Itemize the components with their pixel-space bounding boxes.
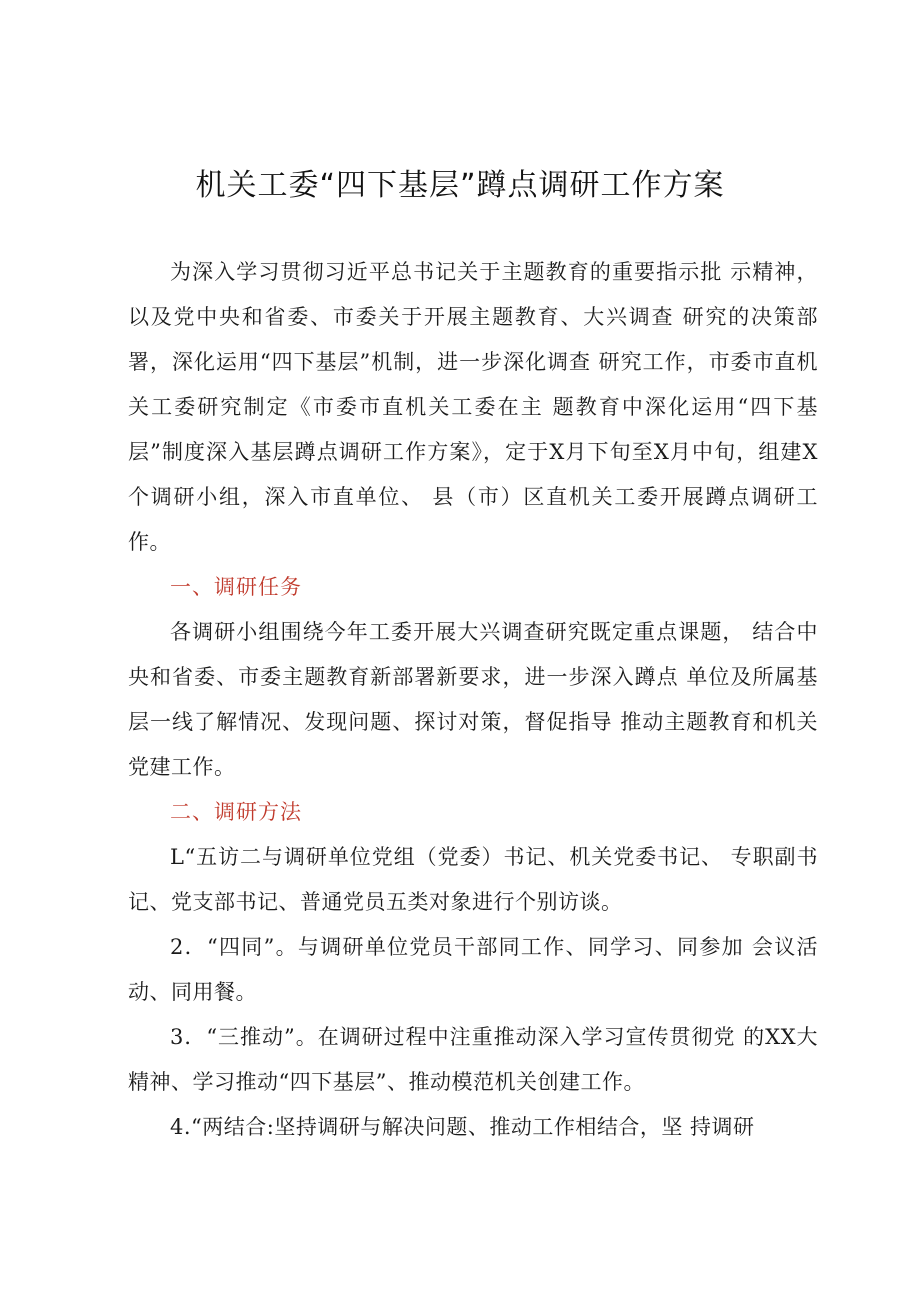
document-title: 机关工委“四下基层”蹲点调研工作方案 [195, 168, 725, 203]
intro-paragraph: 为深入学习贯彻习近平总书记关于主题教育的重要指示批 示精神，以及党中央和省委、市委关于开展主题教育、大兴调查 研究的决策部署，深化运用“四下基层”机制，进一步深化调查 研究工作，市委市直机关工委研究制定《市委市直机关工委在主 题教育中深化运用“四下基层”制度深入基层蹲点调研工作方案》，定于X月下旬至X月中旬，组建X个调研小组，深入市直单位、 县（市）区直机关工委开展蹲点调研工作。 [128, 260, 818, 554]
document-body [128, 250, 818, 1150]
method-item-1: L“五访二与调研单位党组（党委）书记、机关党委书记、 专职副书记、党支部书记、普通党员五类对象进行个别访谈。 [128, 845, 818, 914]
method-item-3: 3．“三推动”。在调研过程中注重推动深入学习宣传贯彻党 的XX大精神、学习推动“四下基层”、推动模范机关创建工作。 [128, 1025, 818, 1094]
section-heading-methods: 二、调研方法 [170, 800, 302, 824]
method-item-4: 4.“两结合:坚持调研与解决问题、推动工作相结合，坚 持调研 [170, 1115, 755, 1139]
section-heading-tasks: 一、调研任务 [170, 575, 302, 599]
tasks-paragraph: 各调研小组围绕今年工委开展大兴调查研究既定重点课题， 结合中央和省委、市委主题教育新部署新要求，进一步深入蹲点 单位及所属基层一线了解情况、发现问题、探讨对策，督促指导 推动主题教育和机关党建工作。 [128, 620, 818, 779]
method-item-2: 2．“四同”。与调研单位党员干部同工作、同学习、同参加 会议活动、同用餐。 [128, 935, 818, 1004]
